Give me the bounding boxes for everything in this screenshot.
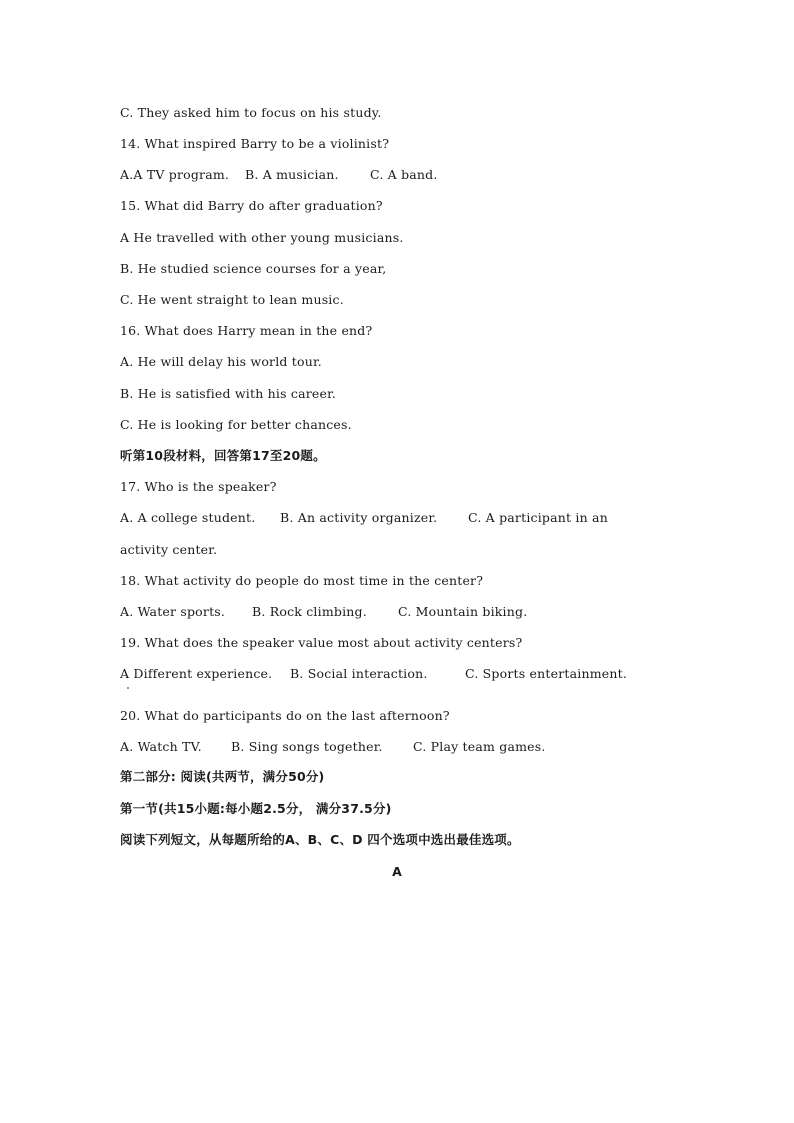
q20-option-b: B. Sing songs together. xyxy=(231,739,383,754)
q17-option-a: A. A college student. xyxy=(120,510,256,525)
q19-option-c: C. Sports entertainment. xyxy=(465,666,628,681)
q14-option-c: C. A band. xyxy=(370,167,438,182)
question-15: 15. What did Barry do after graduation? xyxy=(120,198,383,213)
part-2-heading: 第二部分: 阅读(共两节，满分50分) xyxy=(120,769,325,784)
q18-option-b: B. Rock climbing. xyxy=(252,604,367,619)
question-18: 18. What activity do people do most time in the center? xyxy=(120,573,484,588)
stray-dot xyxy=(127,687,129,689)
reading-instruction: 阅读下列短文，从每题所给的A、B、C、D 四个选项中选出最佳选项。 xyxy=(120,832,520,847)
q15-option-a: A He travelled with other young musicians. xyxy=(120,230,404,245)
question-14: 14. What inspired Barry to be a violinist? xyxy=(120,136,390,151)
q20-option-a: A. Watch TV. xyxy=(120,739,202,754)
passage-label: A xyxy=(392,864,402,879)
section-1-heading: 第一节(共15小题:每小题2.5分， 满分37.5分) xyxy=(120,801,392,816)
question-17-options xyxy=(120,510,640,526)
question-18-options xyxy=(120,604,540,620)
q16-option-b: B. He is satisfied with his career. xyxy=(120,386,337,401)
question-20: 20. What do participants do on the last afternoon? xyxy=(120,708,450,723)
q14-option-b: B. A musician. xyxy=(245,167,339,182)
q18-option-c: C. Mountain biking. xyxy=(398,604,528,619)
question-14-options xyxy=(120,167,520,183)
question-19: 19. What does the speaker value most about activity centers? xyxy=(120,635,523,650)
q16-option-c: C. He is looking for better chances. xyxy=(120,417,352,432)
q15-option-c: C. He went straight to lean music. xyxy=(120,292,344,307)
q15-option-b: B. He studied science courses for a year, xyxy=(120,261,387,276)
question-17: 17. Who is the speaker? xyxy=(120,479,277,494)
q14-option-a: A.A TV program. xyxy=(120,167,230,182)
q16-option-a: A. He will delay his world tour. xyxy=(120,354,322,369)
q18-option-a: A. Water sports. xyxy=(120,604,226,619)
q17-option-c-continued: activity center. xyxy=(120,542,218,557)
question-20-options xyxy=(120,739,560,755)
q19-option-b: B. Social interaction. xyxy=(290,666,428,681)
question-19-options xyxy=(120,666,640,682)
q20-option-c: C. Play team games. xyxy=(413,739,546,754)
q19-option-a: A Different experience. xyxy=(120,666,273,681)
question-16: 16. What does Harry mean in the end? xyxy=(120,323,373,338)
q13-option-c: C. They asked him to focus on his study. xyxy=(120,105,382,120)
section-10-heading: 听第10段材料，回答第17至20题。 xyxy=(120,448,326,463)
q17-option-c: C. A participant in an xyxy=(468,510,608,525)
q17-option-b: B. An activity organizer. xyxy=(280,510,438,525)
